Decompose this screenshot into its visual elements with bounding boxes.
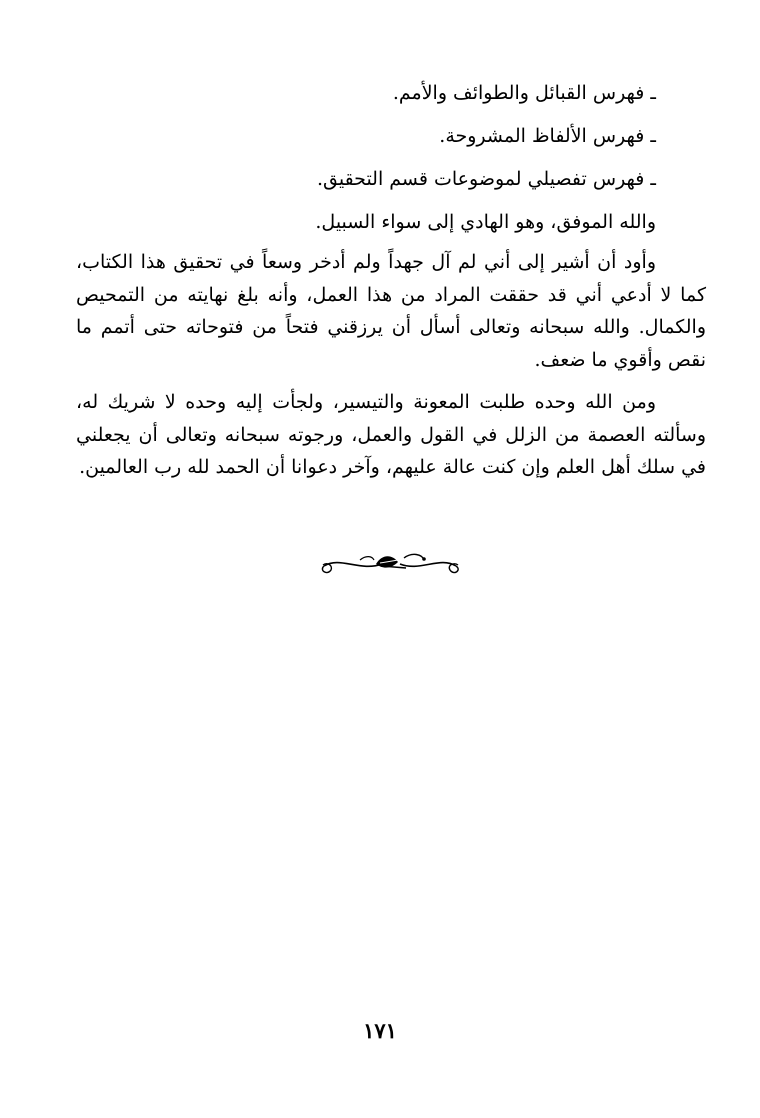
ornament-divider-icon [320, 546, 462, 578]
index-item-tribes: ـ فهرس القبائل والطوائف والأمم. [392, 82, 656, 104]
index-item-glossary: ـ فهرس الألفاظ المشروحة. [439, 125, 656, 147]
page-body [76, 72, 706, 484]
index-item-topics: ـ فهرس تفصيلي لموضوعات قسم التحقيق. [316, 168, 656, 190]
page-number: ١٧١ [363, 1018, 397, 1043]
closing-line: والله الموفق، وهو الهادي إلى سواء السبيل. [315, 211, 656, 233]
paragraph-effort: وأود أن أشير إلى أني لم آل جهداً ولم أدخر وسعاً في تحقيق هذا الكتاب، كما لا أدعي أني قد حققت المراد من هذا العمل، وأنه بلغ نهايته من التمحيص والكمال. والله سبحانه وتعالى أسأل أن يرزقني فتحاً من فتوحاته حتى أتمم ما نقص وأقوي ما ضعف. [76, 251, 706, 371]
paragraph-prayer: ومن الله وحده طلبت المعونة والتيسير، ولجأت إليه وحده لا شريك له، وسألته العصمة من الزلل في القول والعمل، ورجوته سبحانه وتعالى أن يجعلني في سلك أهل العلم وإن كنت عالة عليهم، وآخر دعوانا أن الحمد لله رب العالمين. [76, 391, 706, 478]
